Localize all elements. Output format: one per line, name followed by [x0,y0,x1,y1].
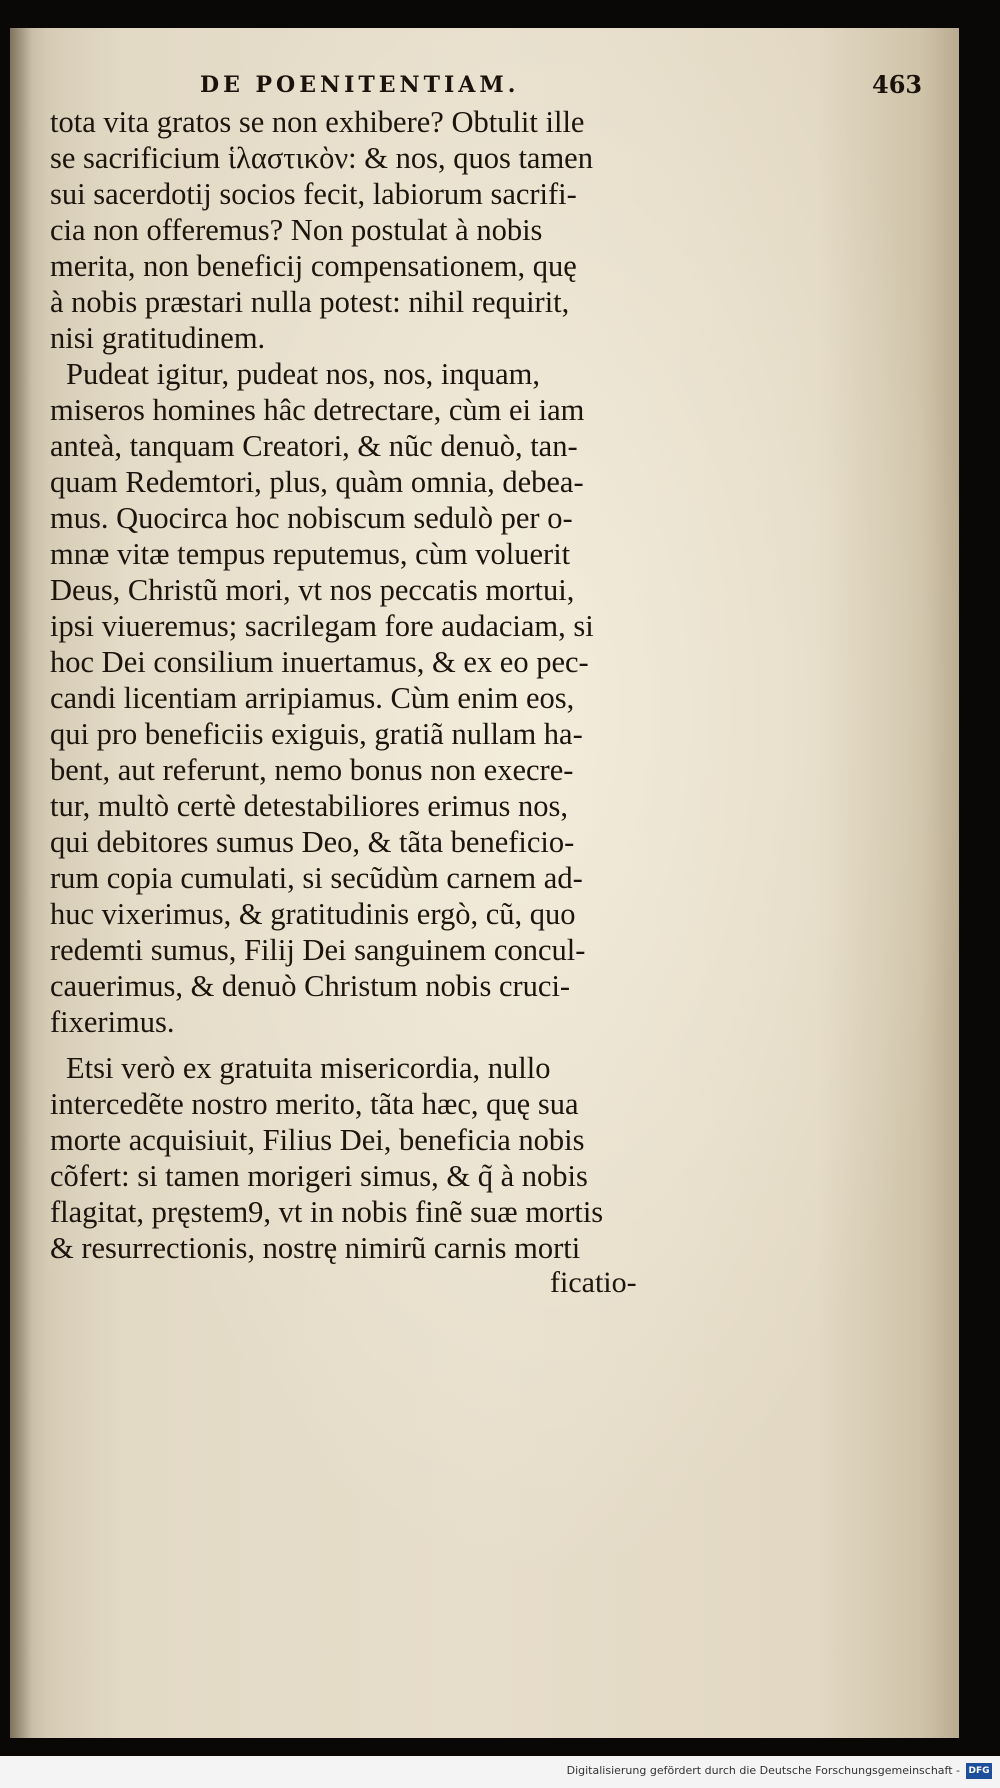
text-line: tur, multò certè detestabiliores erimus nos, [50,789,568,823]
dfg-logo-icon: DFG [966,1763,992,1779]
text-line: Deus, Christũ mori, vt nos peccatis mortui, [50,573,575,607]
text-line: merita, non beneficij compensationem, quę [50,249,577,283]
running-header: DE POENITENTIAM. [200,72,520,98]
text-line: qui debitores sumus Deo, & tãta beneficio- [50,825,575,859]
text-line: flagitat, pręstem9, vt in nobis finẽ suæ mortis [50,1195,604,1229]
text-line: ipsi viueremus; sacrilegam fore audaciam, si [50,609,594,643]
text-line: candi licentiam arripiamus. Cùm enim eos, [50,681,575,715]
body-text [10,28,959,1738]
text-line: & resurrectionis, nostrę nimirũ carnis morti [50,1231,581,1265]
text-line: cia non offeremus? Non postulat à nobis [50,213,543,247]
text-line: hoc Dei consilium inuertamus, & ex eo pec- [50,645,589,679]
paragraph-start-line: Etsi verò ex gratuita misericordia, nullo [66,1051,551,1085]
text-line: qui pro beneficiis exiguis, gratiã nullam ha- [50,717,583,751]
book-page [10,28,959,1738]
text-line: mnæ vitæ tempus reputemus, cùm voluerit [50,537,571,571]
text-line: tota vita gratos se non exhibere? Obtulit ille [50,105,585,139]
text-line: rum copia cumulati, si secũdùm carnem ad- [50,861,583,895]
text-line: sui sacerdotij socios fecit, labiorum sacrifi- [50,177,577,211]
text-line: cõfert: si tamen morigeri simus, & q̃ à nobis [50,1159,588,1193]
text-line: nisi gratitudinem. [50,321,266,355]
text-line: fixerimus. [50,1005,175,1039]
text-line: huc vixerimus, & gratitudinis ergò, cũ, quo [50,897,576,931]
text-line: bent, aut referunt, nemo bonus non execre- [50,753,574,787]
text-line: quam Redemtori, plus, quàm omnia, debea- [50,465,584,499]
paragraph-start-line: Pudeat igitur, pudeat nos, nos, inquam, [66,357,541,391]
digitization-footer [0,1756,1000,1788]
text-line: cauerimus, & denuò Christum nobis cruci- [50,969,571,1003]
funding-credit: Digitalisierung gefördert durch die Deutsche Forschungsgemeinschaft - [566,1764,960,1777]
text-line: morte acquisiuit, Filius Dei, beneficia nobis [50,1123,585,1157]
text-line: se sacrificium ἱλαστικὸν: & nos, quos tamen [50,141,593,175]
text-line: miseros homines hâc detrectare, cùm ei iam [50,393,585,427]
text-line: à nobis præstari nulla potest: nihil requirit, [50,285,570,319]
text-line: anteà, tanquam Creatori, & nũc denuò, tan- [50,429,578,463]
text-line: mus. Quocirca hoc nobiscum sedulò per o- [50,501,573,535]
page-number: 463 [872,70,923,99]
text-line: redemti sumus, Filij Dei sanguinem concul- [50,933,586,967]
catchword: ficatio- [550,1266,637,1299]
text-line: intercedẽte nostro merito, tãta hæc, quę sua [50,1087,579,1121]
